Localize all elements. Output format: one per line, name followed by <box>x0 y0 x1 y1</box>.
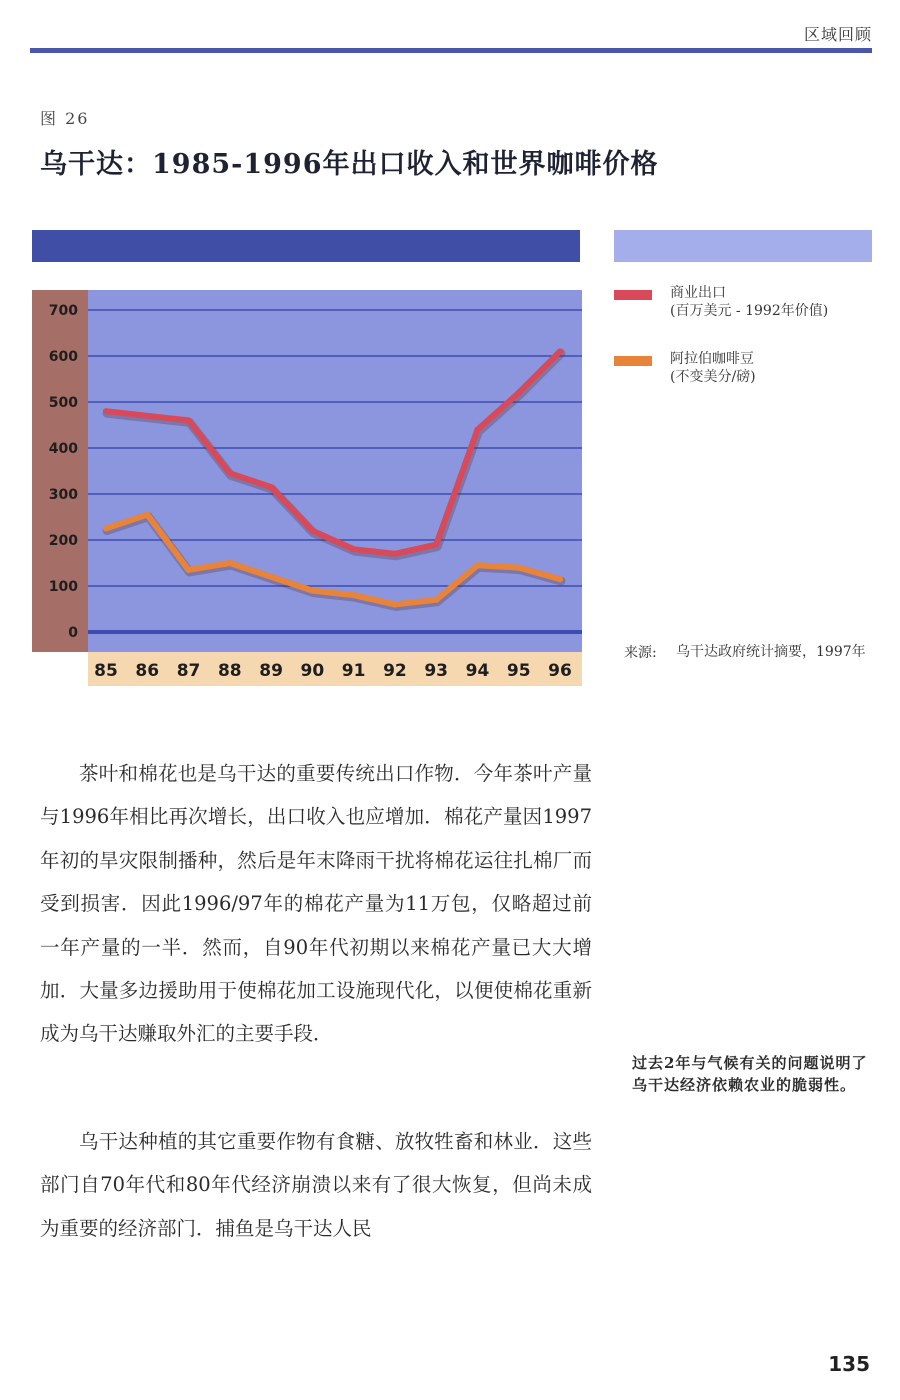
body-paragraph-1: 茶叶和棉花也是乌干达的重要传统出口作物．今年茶叶产量与1996年相比再次增长，出口收入也应增加．棉花产量因1997年初的旱灾限制播种，然后是年末降雨干扰将棉花运往扎棉厂而受到损害．因此1996/97年的棉花产量为11万包，仅略超过前一年产量的一半．然而，自90年代初期以来棉花产量已大大增加．大量多边援助用于使棉花加工设施现代化，以便使棉花重新成为乌干达赚取外汇的主要手段． <box>40 762 592 1046</box>
y-tick-label: 0 <box>68 625 78 641</box>
data-point-coffee <box>227 560 233 566</box>
data-point-exports <box>103 408 109 414</box>
y-tick-label: 700 <box>48 303 78 319</box>
data-point-exports <box>474 427 480 433</box>
x-tick-label: 91 <box>341 661 366 681</box>
data-point-exports <box>144 413 150 419</box>
header-rule <box>30 48 872 53</box>
sidebar-note: 过去2年与气候有关的问题说明了乌干达经济依赖农业的脆弱性。 <box>632 1054 868 1094</box>
page-number: 135 <box>828 1352 870 1376</box>
x-tick-label: 90 <box>300 661 325 681</box>
data-point-coffee <box>392 601 398 607</box>
data-point-exports <box>351 546 357 552</box>
figure-title: 乌干达：1985-1996年出口收入和世界咖啡价格 <box>40 149 659 180</box>
x-tick-label: 96 <box>548 661 572 681</box>
legend-swatch-coffee <box>614 356 652 366</box>
x-tick-label: 94 <box>465 661 490 681</box>
legend-label-exports: 商业出口 <box>670 285 726 301</box>
legend-header-bar <box>614 230 872 262</box>
x-tick-label: 85 <box>94 661 118 681</box>
x-tick-label: 92 <box>383 661 407 681</box>
figure-label: 图 26 <box>40 109 90 128</box>
data-point-exports <box>516 390 522 396</box>
data-point-exports <box>227 470 233 476</box>
y-axis-panel <box>32 290 88 652</box>
data-point-coffee <box>186 567 192 573</box>
legend-label-coffee: 阿拉伯咖啡豆 <box>670 351 754 367</box>
data-point-exports <box>309 528 315 534</box>
x-tick-label: 93 <box>424 661 449 681</box>
data-point-exports <box>268 484 274 490</box>
y-tick-label: 500 <box>48 395 78 411</box>
data-point-coffee <box>103 526 109 532</box>
x-tick-label: 95 <box>506 661 531 681</box>
data-point-coffee <box>351 592 357 598</box>
source-text: 乌干达政府统计摘要，1997年 <box>676 644 866 660</box>
x-tick-label: 86 <box>135 661 160 681</box>
body-paragraph-2: 乌干达种植的其它重要作物有食糖、放牧牲畜和林业．这些部门自70年代和80年代经济崩溃以来有了很大恢复，但尚未成为重要的经济部门．捕鱼是乌干达人民 <box>40 1130 592 1240</box>
data-point-coffee <box>268 574 274 580</box>
y-tick-label: 600 <box>48 349 78 365</box>
legend-swatch-exports <box>614 290 652 300</box>
legend-unit-exports: (百万美元 - 1992年价值) <box>670 303 829 319</box>
line-chart <box>32 290 582 690</box>
data-point-exports <box>433 542 439 548</box>
y-tick-label: 400 <box>48 441 78 457</box>
data-point-exports <box>557 348 563 354</box>
section-label: 区域回顾 <box>803 25 872 44</box>
x-tick-label: 89 <box>259 661 283 681</box>
data-point-coffee <box>557 576 563 582</box>
source-label: 来源: <box>624 645 657 661</box>
data-point-coffee <box>516 565 522 571</box>
y-tick-label: 100 <box>48 579 78 595</box>
x-tick-label: 88 <box>217 661 242 681</box>
legend-unit-coffee: (不变美分/磅) <box>670 369 756 385</box>
data-point-coffee <box>474 562 480 568</box>
y-tick-label: 200 <box>48 533 78 549</box>
data-point-exports <box>186 417 192 423</box>
data-point-coffee <box>144 512 150 518</box>
data-point-exports <box>392 551 398 557</box>
x-tick-label: 87 <box>176 661 201 681</box>
y-tick-label: 300 <box>48 487 78 503</box>
data-point-coffee <box>433 597 439 603</box>
chart-header-bar <box>32 230 580 262</box>
data-point-coffee <box>309 588 315 594</box>
